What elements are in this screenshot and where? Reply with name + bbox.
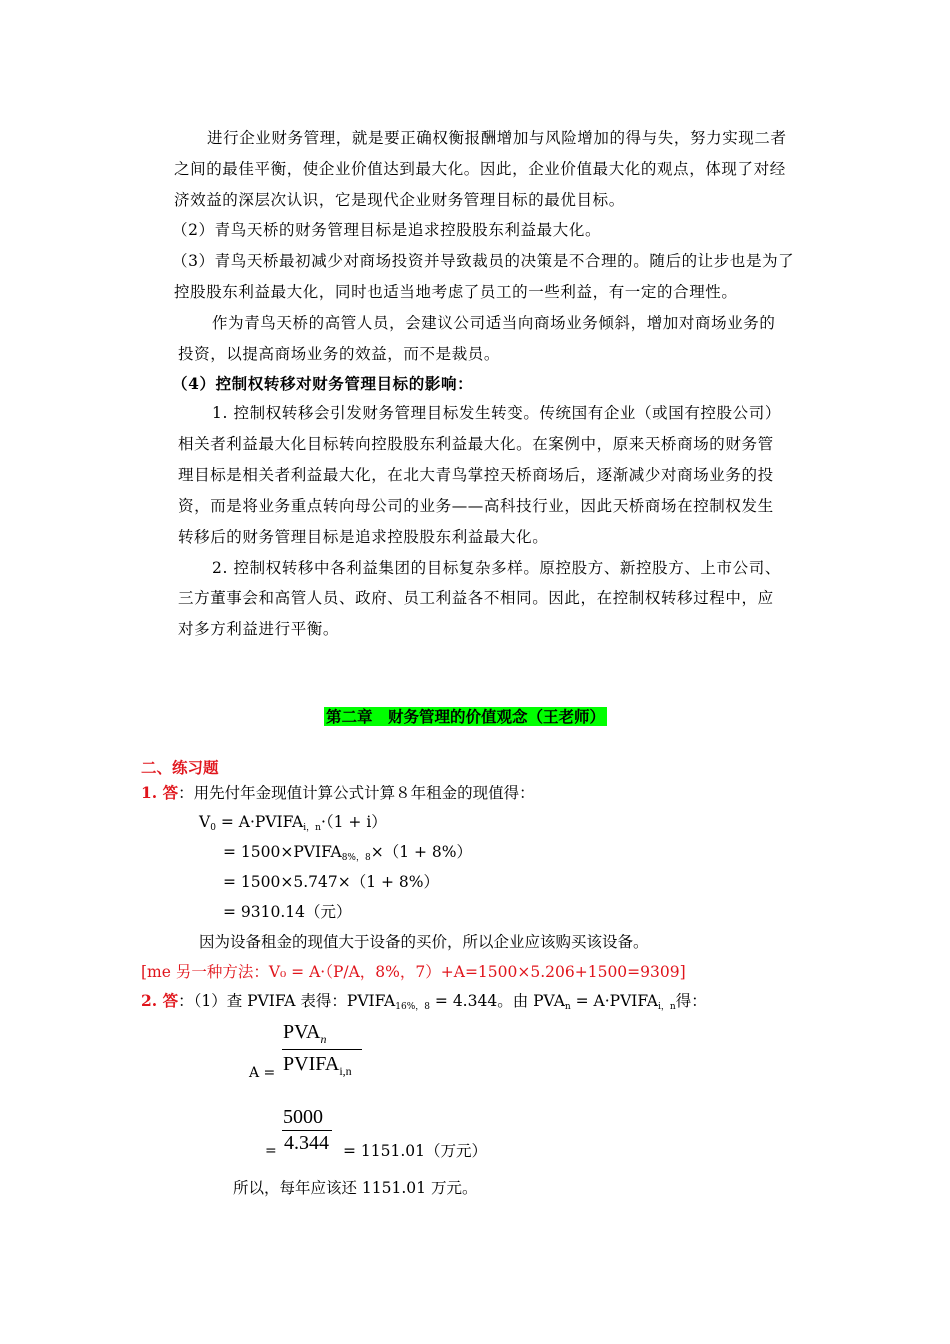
formula-subscript: 8%，8 [341, 853, 371, 863]
paragraph-line: 资，而是将业务重点转向母公司的业务——高科技行业，因此天桥商场在控制权发生 [178, 497, 774, 515]
alternative-method-note: [me 另一种方法：V₀ = A·（P/A，8%，7）+A=1500×5.206+1500=9309] [141, 963, 686, 981]
fraction-denominator [283, 1053, 352, 1082]
equals-sign: = [265, 1143, 277, 1159]
paragraph-line: 作为青鸟天桥的高管人员，会建议公司适当向商场业务倾斜，增加对商场业务的 [212, 314, 776, 332]
paragraph-line: 三方董事会和高管人员、政府、员工利益各不相同。因此，在控制权转移过程中，应 [178, 589, 774, 607]
chapter-title-text: 第二章 财务管理的价值观念（王老师） [326, 707, 606, 726]
paragraph-line: （3）青鸟天桥最初减少对商场投资并导致裁员的决策是不合理的。随后的让步也是为了 [172, 252, 795, 270]
question-1 [141, 783, 535, 803]
fraction-bar [282, 1049, 362, 1050]
paragraph-line: 转移后的财务管理目标是追求控股股东利益最大化。 [178, 528, 549, 546]
formula-lhs: A = [249, 1065, 276, 1081]
paragraph-line: 相关者利益最大化目标转向控股股东利益最大化。在案例中，原来天桥商场的财务管 [178, 435, 774, 453]
question-2 [141, 991, 707, 1011]
formula-result: = 1151.01（万元） [343, 1142, 488, 1160]
formula-part: PVIFA [283, 1053, 340, 1075]
fraction-numerator: 5000 [283, 1106, 323, 1128]
formula-part: V [199, 813, 211, 831]
formula-subscript: 16%，8 [395, 1002, 430, 1012]
formula-line-4: = 9310.14（元） [223, 903, 352, 921]
question-text: 得： [675, 992, 707, 1010]
subsection-heading: （4）控制权转移对财务管理目标的影响： [172, 374, 474, 393]
paragraph-line: 之间的最佳平衡，使企业价值达到最大化。因此，企业价值最大化的观点，体现了对经 [174, 160, 786, 178]
fraction-numerator [283, 1021, 326, 1050]
formula-part: ×（1 + 8%） [370, 843, 472, 861]
question-text: ：（1）查 PVIFA 表得：PVIFA [178, 992, 396, 1010]
fraction-denominator: 4.344 [284, 1132, 329, 1154]
formula-subscript: i，n [658, 1002, 676, 1012]
formula-part: ·（1 + i） [320, 813, 387, 831]
formula-subscript: n [564, 1002, 571, 1012]
chapter-title [324, 707, 607, 727]
paragraph-line: 进行企业财务管理，就是要正确权衡报酬增加与风险增加的得与失，努力实现二者 [207, 129, 787, 147]
conclusion-line: 因为设备租金的现值大于设备的买价，所以企业应该购买该设备。 [199, 933, 649, 951]
question-number: 1. 答 [141, 783, 179, 802]
paragraph-line: 2. 控制权转移中各利益集团的目标复杂多样。原控股方、新控股方、上市公司、 [212, 559, 781, 577]
question-text: = A·PVIFA [570, 992, 658, 1010]
paragraph-line: 对多方利益进行平衡。 [178, 620, 340, 638]
question-text: = 4.344。由 PVA [429, 992, 565, 1010]
formula-subscript: i，n [303, 823, 321, 833]
formula-line-2 [223, 842, 472, 862]
paragraph-line: 投资，以提高商场业务的效益，而不是裁员。 [178, 345, 501, 363]
formula-line-3: = 1500×5.747×（1 + 8%） [223, 873, 440, 891]
question-text: ：用先付年金现值计算公式计算８年租金的现值得： [178, 784, 535, 802]
paragraph-line: 控股股东利益最大化，同时也适当地考虑了员工的一些利益，有一定的合理性。 [174, 283, 738, 301]
paragraph-line: 济效益的深层次认识，它是现代企业财务管理目标的最优目标。 [174, 191, 625, 209]
formula-part: PVA [283, 1021, 321, 1043]
fraction-bar [282, 1130, 332, 1131]
paragraph-line: 理目标是相关者利益最大化，在北大青鸟掌控天桥商场后，逐渐减少对商场业务的投 [178, 466, 774, 484]
paragraph-line: （2）青鸟天桥的财务管理目标是追求控股股东利益最大化。 [172, 221, 602, 239]
conclusion-line: 所以，每年应该还 1151.01 万元。 [233, 1179, 478, 1197]
formula-line-1 [199, 812, 387, 832]
formula-subscript: n [320, 1032, 327, 1046]
formula-part: = 1500×PVIFA [223, 843, 342, 861]
section-title: 二、练习题 [141, 758, 219, 777]
formula-subscript: 0 [210, 823, 216, 833]
paragraph-line: 1. 控制权转移会引发财务管理目标发生转变。传统国有企业（或国有控股公司） [212, 404, 781, 422]
question-number: 2. 答 [141, 991, 179, 1010]
formula-subscript: i,n [339, 1064, 352, 1078]
formula-part: = A·PVIFA [215, 813, 304, 831]
